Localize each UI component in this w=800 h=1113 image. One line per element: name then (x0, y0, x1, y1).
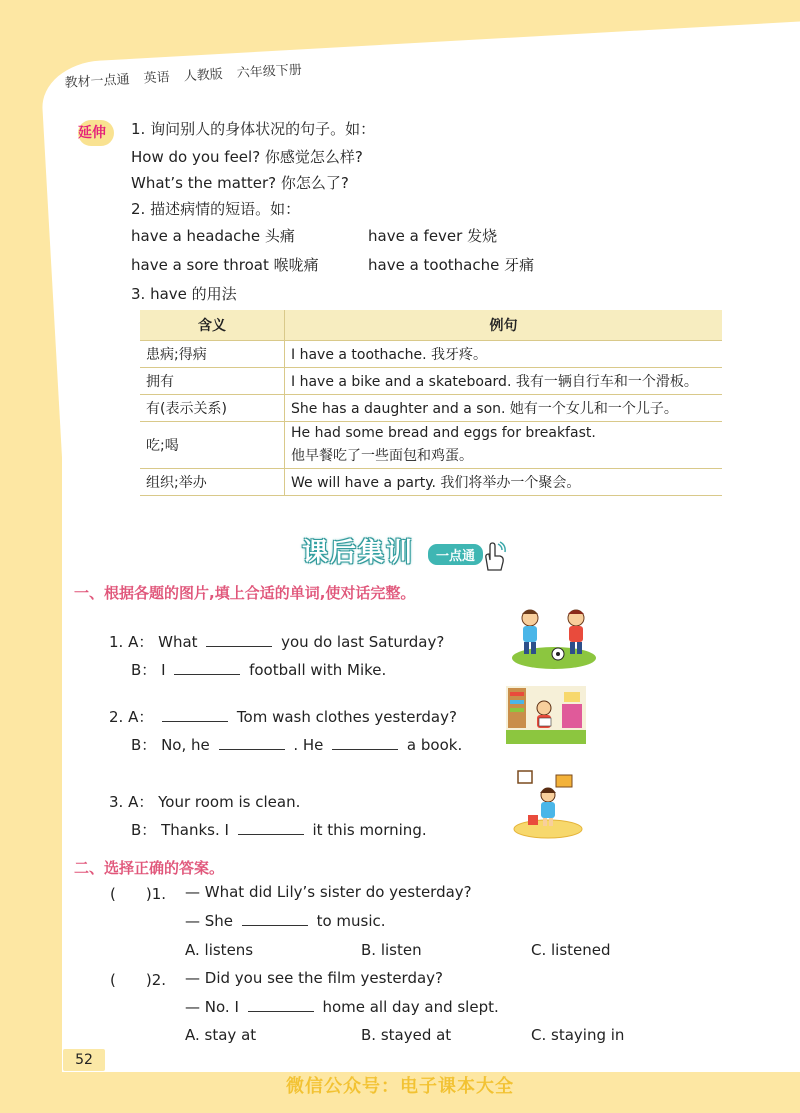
choice-1-question: — What did Lily’s sister do yesterday? (185, 883, 472, 901)
q1-b-label: B： (131, 661, 157, 679)
choice-1-option-b[interactable]: B. listen (361, 941, 422, 959)
choice-1-blank[interactable] (242, 925, 308, 926)
choice-2-option-b[interactable]: B. stayed at (361, 1026, 452, 1044)
choice-1-option-c[interactable]: C. listened (531, 941, 611, 959)
extension-point-2-title: 2. 描述病情的短语。如： (131, 200, 301, 218)
table-cell-example: I have a toothache. 我牙疼。 (285, 341, 723, 368)
table-header-row (140, 310, 722, 341)
table-cell-example: She has a daughter and a son. 她有一个女儿和一个儿子。 (285, 395, 723, 422)
q1-b-pre: I (161, 661, 166, 679)
q3-a-label: 3. A： (109, 793, 154, 811)
q1-b-post: football with Mike. (249, 661, 387, 679)
table-cell-example-line-1: He had some bread and eggs for breakfast. (291, 425, 596, 441)
extension-badge (74, 118, 120, 148)
extension-point-1-title: 1. 询问别人的身体状况的句子。如： (131, 120, 376, 138)
q2-a-label: 2. A： (109, 708, 154, 726)
extension-point-3-title: 3. have 的用法 (131, 285, 237, 303)
q1-b-blank[interactable] (174, 674, 240, 675)
girl-cleaning-room-picture (512, 769, 584, 841)
q2-b-pre: No, he (161, 736, 210, 754)
choice-1-answer-post: to music. (316, 912, 386, 930)
table-cell-meaning: 拥有 (140, 368, 285, 395)
extension-point-1-line-2: What’s the matter? 你怎么了? (131, 174, 349, 192)
badge-label: 延伸 (78, 125, 106, 141)
phrase-headache: have a headache 头痛 (131, 227, 295, 245)
pointing-hand-icon (480, 540, 508, 572)
after-class-banner (302, 528, 512, 576)
q2-b-blank-1[interactable] (219, 749, 285, 750)
table-header-example: 例句 (285, 310, 723, 341)
table-cell-meaning: 吃;喝 (140, 422, 285, 469)
q2-b-blank-2[interactable] (332, 749, 398, 750)
q1-a-post: you do last Saturday? (281, 633, 445, 651)
banner-title: 课后集训 (302, 538, 415, 568)
q2-b-post: a book. (406, 736, 463, 754)
q2-a-post: Tom wash clothes yesterday? (236, 708, 457, 726)
header-edition: 人教版 (183, 67, 224, 85)
table-cell-example: I have a bike and a skateboard. 我有一辆自行车和一个滑板。 (285, 368, 723, 395)
q2-b-label: B： (131, 736, 157, 754)
table-cell-example (285, 422, 723, 469)
q1-a-blank[interactable] (206, 646, 272, 647)
have-usage-table (140, 310, 722, 496)
q2-b-mid: . He (293, 736, 324, 754)
choice-2-option-a[interactable]: A. stay at (185, 1026, 257, 1044)
header-subject: 英语 (143, 70, 171, 87)
q2-line-b (131, 734, 462, 755)
q3-b-blank[interactable] (238, 834, 304, 835)
banner-subtitle: 一点通 (428, 544, 483, 565)
choice-2-answer-line (185, 998, 499, 1016)
q3-a-text: Your room is clean. (158, 793, 301, 811)
q3-line-b (131, 819, 427, 840)
extension-point-1-line-1: How do you feel? 你感觉怎么样? (131, 148, 363, 166)
q2-line-a (109, 706, 457, 727)
q3-b-post: it this morning. (312, 821, 427, 839)
choice-2-question: — Did you see the film yesterday? (185, 969, 444, 987)
header-book: 教材一点通 (64, 72, 130, 91)
table-row (140, 422, 722, 469)
q1-line-a (109, 631, 444, 652)
q1-line-b (131, 659, 386, 680)
page-number: 52 (63, 1049, 105, 1071)
q3-b-pre: Thanks. I (161, 821, 229, 839)
choice-2-option-c[interactable]: C. staying in (531, 1026, 625, 1044)
table-cell-meaning: 组织;举办 (140, 469, 285, 496)
phrase-toothache: have a toothache 牙痛 (368, 256, 535, 274)
table-row (140, 341, 722, 368)
choice-2-blank[interactable] (248, 1011, 314, 1012)
choice-1-answer-line (185, 912, 386, 930)
footer-watermark: 微信公众号：电子课本大全 (286, 1076, 514, 1097)
header-grade: 六年级下册 (236, 62, 303, 82)
choice-1-paren[interactable]: ( )1. (110, 885, 167, 903)
table-row (140, 395, 722, 422)
boy-reading-book-picture (506, 686, 586, 744)
table-row (140, 469, 722, 496)
choice-2-answer-post: home all day and slept. (322, 998, 499, 1016)
q1-a-label: 1. A： (109, 633, 154, 651)
q2-a-blank[interactable] (162, 721, 228, 722)
boys-playing-football-picture (508, 604, 600, 672)
q3-line-a (109, 791, 300, 812)
choice-1-option-a[interactable]: A. listens (185, 941, 254, 959)
section-1-title: 一、根据各题的图片,填上合适的单词,使对话完整。 (74, 584, 416, 602)
q3-b-label: B： (131, 821, 157, 839)
choice-2-paren[interactable]: ( )2. (110, 971, 167, 989)
choice-2-answer-pre: — No. I (185, 998, 239, 1016)
table-row (140, 368, 722, 395)
table-cell-meaning: 有(表示关系) (140, 395, 285, 422)
table-header-meaning: 含义 (140, 310, 285, 341)
section-2-title: 二、选择正确的答案。 (74, 859, 225, 877)
q1-a-pre: What (158, 633, 198, 651)
table-cell-example: We will have a party. 我们将举办一个聚会。 (285, 469, 723, 496)
choice-1-answer-pre: — She (185, 912, 234, 930)
phrase-fever: have a fever 发烧 (368, 227, 498, 245)
table-cell-example-line-2: 他早餐吃了一些面包和鸡蛋。 (291, 448, 473, 464)
phrase-sore-throat: have a sore throat 喉咙痛 (131, 256, 319, 274)
table-cell-meaning: 患病;得病 (140, 341, 285, 368)
